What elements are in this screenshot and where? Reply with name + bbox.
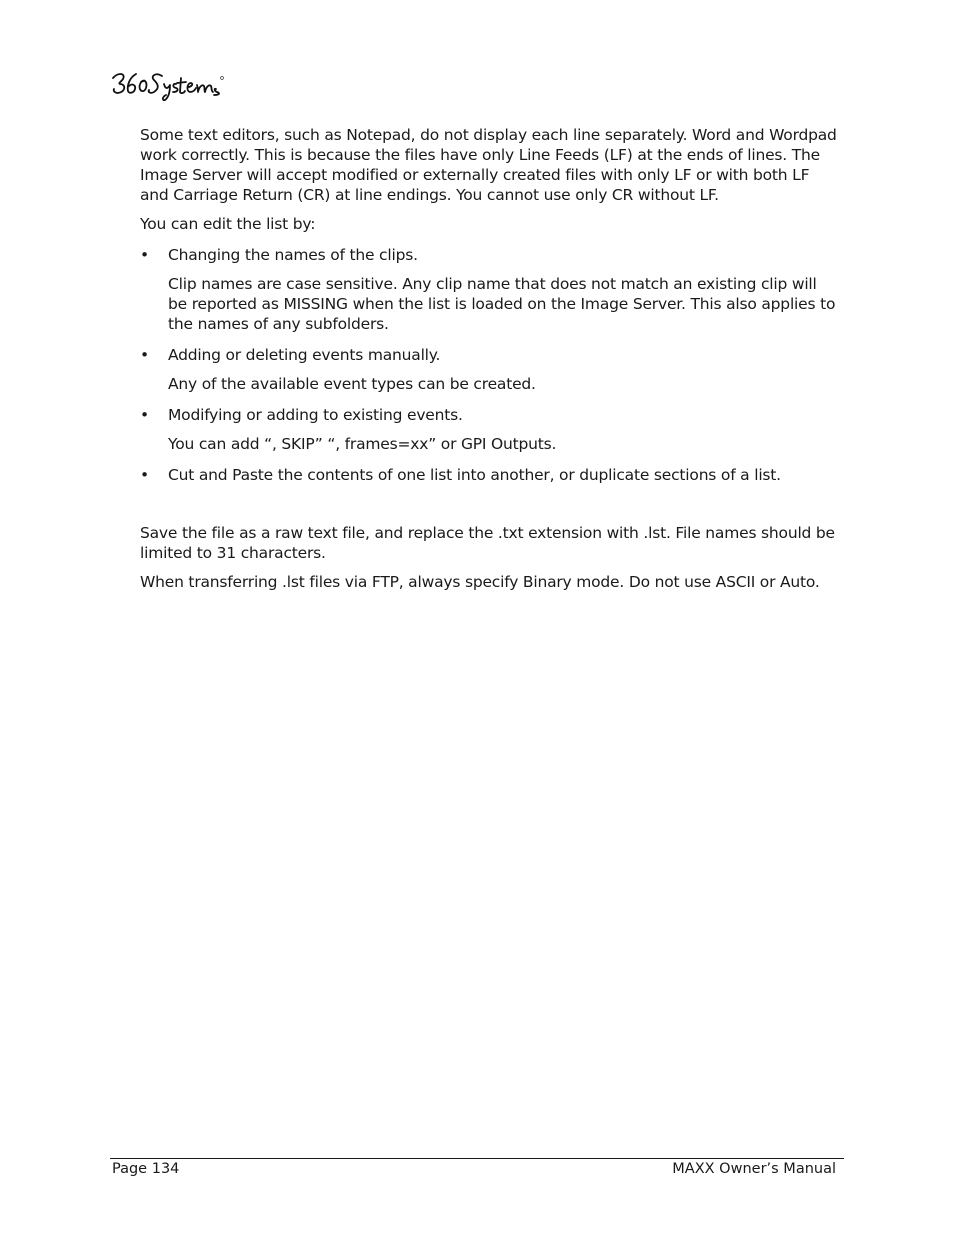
footer-divider (110, 1158, 844, 1159)
page-body (140, 125, 840, 592)
paragraph-editors: Some text editors, such as Notepad, do not display each line separately. Word and Wordpad work correctly. This is because the files have only Line Feeds (LF) at the ends of lines. The Image Server will accept modified or externally created files with only LF or with both LF and Carriage Return (CR) at line endings. You cannot use only CR without LF. (140, 126, 837, 204)
bullet-subtext: Clip names are case sensitive. Any clip name that does not match an existing clip will be reported as MISSING when the list is loaded on the Image Server. This also applies to the names of any subfolders. (168, 275, 836, 333)
logo-text (228, 64, 229, 65)
company-logo (110, 64, 228, 104)
list-item (140, 245, 840, 265)
bullet-icon: • (140, 466, 149, 484)
paragraph-edit-intro: You can edit the list by: (140, 215, 316, 233)
bullet-subtext: Any of the available event types can be created. (168, 375, 536, 393)
page-number: Page 134 (112, 1161, 180, 1177)
bullet-icon: • (140, 346, 149, 364)
bullet-icon: • (140, 246, 149, 264)
bullet-text: Changing the names of the clips. (168, 246, 418, 264)
logo-script-mark (110, 64, 228, 104)
list-item (140, 345, 840, 365)
paragraph-save-file: Save the file as a raw text file, and replace the .txt extension with .lst. File names should be limited to 31 characters. (140, 524, 835, 562)
bullet-icon: • (140, 406, 149, 424)
list-item (140, 405, 840, 425)
paragraph-ftp-transfer: When transferring .lst files via FTP, always specify Binary mode. Do not use ASCII or Auto. (140, 573, 820, 591)
bullet-text: Modifying or adding to existing events. (168, 406, 463, 424)
bullet-text: Cut and Paste the contents of one list into another, or duplicate sections of a list. (168, 466, 781, 484)
bullet-subtext: You can add “, SKIP” “, frames=xx” or GPI Outputs. (168, 435, 557, 453)
list-item (140, 465, 840, 485)
bullet-text: Adding or deleting events manually. (168, 346, 441, 364)
manual-title: MAXX Owner’s Manual (672, 1161, 836, 1177)
